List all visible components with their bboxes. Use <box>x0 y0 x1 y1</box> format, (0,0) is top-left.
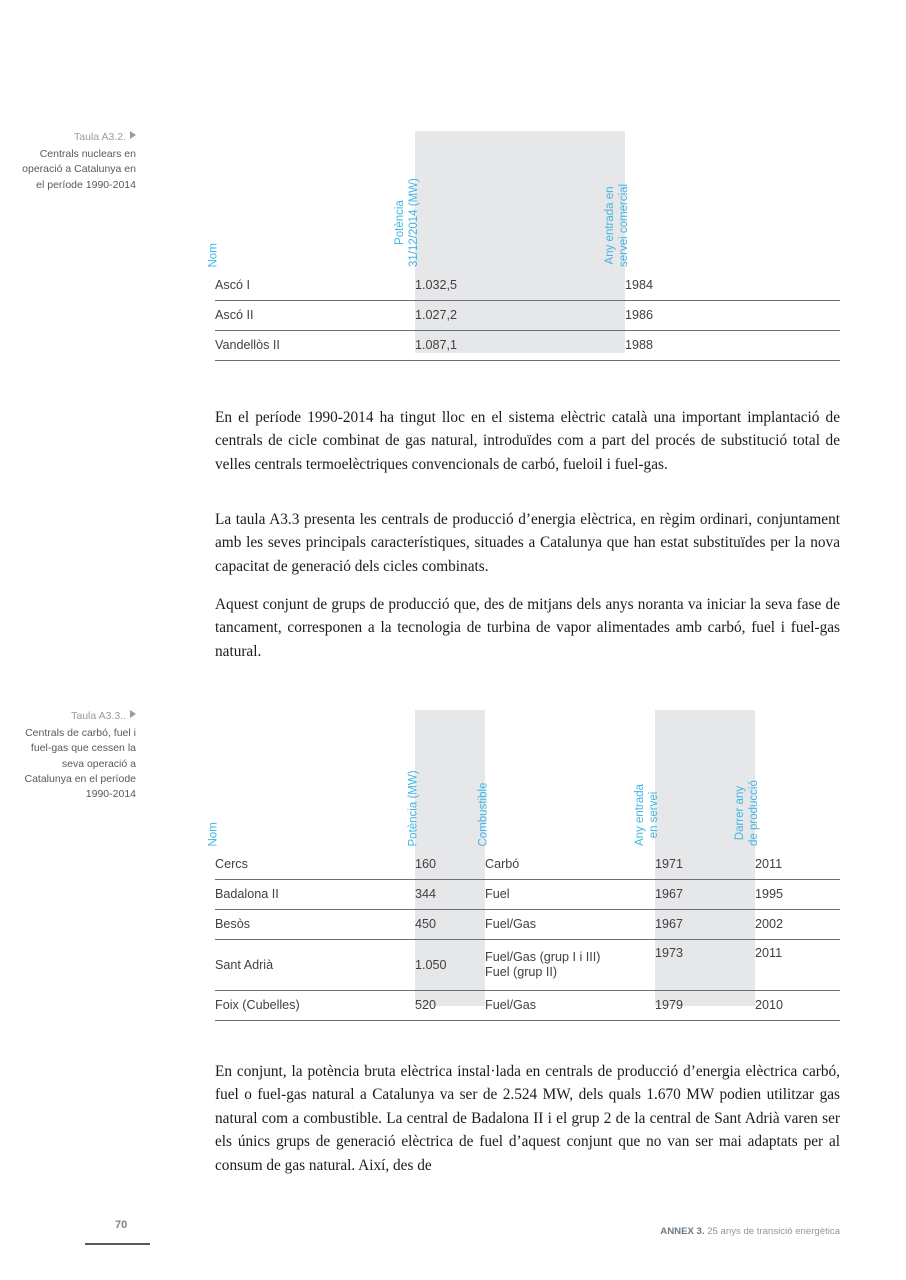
footer-caption <box>660 1226 840 1237</box>
table2-r4-combustible: Fuel/Gas <box>485 991 655 1021</box>
table1-header-potencia-label: Potència 31/12/2014 (MW) <box>394 178 420 267</box>
paragraph-4: En conjunt, la potència bruta elèctrica instal·lada en centrals de producció d’energia elèctrica carbó, fuel o fuel-gas natural a Catalunya va ser de 2.524 MW, dels quals 1.670 MW podien utilitzar gas natural com a combustible. La central de Badalona II i el grup 2 de la central de Sant Adrià varen ser els únics grups de generació elèctrica de fuel d’aquest conjunt que no van ser mai adaptats per al consum de gas natural. Així, des de <box>215 1063 840 1174</box>
page-number-rule <box>85 1243 150 1245</box>
table2-r1-potencia: 344 <box>415 880 485 910</box>
table1-header-row <box>215 131 840 271</box>
table2-header-darrer <box>734 710 840 850</box>
table2-r2-nom: Besòs <box>215 910 415 940</box>
table2-r3-combustible <box>485 940 655 991</box>
table2-r3-darrer: 2011 <box>755 940 840 991</box>
paragraph-2: La taula A3.3 presenta les centrals de producció d’energia elèctrica, en règim ordinari, conjuntament amb les seves principals característiques, situades a Catalunya que han estat substituïdes per la nova capacitat de generació dels cicles combinats. <box>215 511 840 575</box>
table2-header-combustible-label: Combustible <box>477 782 490 846</box>
table-row <box>215 940 840 991</box>
table2-r4-entrada: 1979 <box>655 991 755 1021</box>
table1-header-any <box>604 131 840 271</box>
table2-r0-darrer: 2011 <box>755 850 840 880</box>
table1-r0-nom: Ascó I <box>215 271 415 301</box>
table2-header-entrada-label: Any entrada en servei <box>634 783 660 846</box>
table-row <box>215 331 840 361</box>
table2-r1-darrer: 1995 <box>755 880 840 910</box>
table1-r2-any: 1988 <box>625 331 840 361</box>
table2-r3-nom: Sant Adrià <box>215 940 415 991</box>
table2-caption-text: Centrals de carbó, fuel i fuel-gas que cessen la seva operació a Catalunya en el període 1990-2014 <box>24 727 136 801</box>
table1-r1-any: 1986 <box>625 301 840 331</box>
table-a3-2 <box>207 131 840 361</box>
table1-caption-label: Taula A3.2. <box>14 130 136 145</box>
table1-r2-potencia: 1.087,1 <box>415 331 625 361</box>
table2-header-row <box>215 710 840 850</box>
table1-grid <box>207 131 840 361</box>
table1-r1-potencia: 1.027,2 <box>415 301 625 331</box>
table2-grid <box>207 710 840 1021</box>
table1-header-nom-label: Nom <box>207 242 220 267</box>
table2-r4-darrer: 2010 <box>755 991 840 1021</box>
triangle-right-icon <box>130 710 136 718</box>
paragraph-3: Aquest conjunt de grups de producció que, des de mitjans dels anys noranta va iniciar la seva fase de tancament, corresponen a la tecnologia de turbina de vapor alimentades amb carbó, fuel i fuel-gas natural. <box>215 596 840 660</box>
table-row <box>215 850 840 880</box>
page-number: 70 <box>115 1219 128 1231</box>
table2-caption-label: Taula A3.3.. <box>14 709 136 724</box>
paragraph-1: En el període 1990-2014 ha tingut lloc en el sistema elèctric català una important implantació de centrals de cicle combinat de gas natural, introduïdes com a part del procés de substitució total de velles centrals termoelèctriques convencionals de carbó, fueloil i fuel-gas. <box>215 409 840 473</box>
table2-r1-nom: Badalona II <box>215 880 415 910</box>
table2-r4-potencia: 520 <box>415 991 485 1021</box>
table2-r2-entrada: 1967 <box>655 910 755 940</box>
table-a3-3 <box>207 710 840 1021</box>
table2-r2-potencia: 450 <box>415 910 485 940</box>
triangle-right-icon <box>130 131 136 139</box>
table1-caption <box>14 130 136 193</box>
table2-r1-combustible: Fuel <box>485 880 655 910</box>
table1-header-nom <box>207 131 415 271</box>
table1-r0-potencia: 1.032,5 <box>415 271 625 301</box>
table2-header-potencia-label: Potència (MW) <box>407 769 420 846</box>
table2-r0-nom: Cercs <box>215 850 415 880</box>
table2-r0-entrada: 1971 <box>655 850 755 880</box>
table1-r1-nom: Ascó II <box>215 301 415 331</box>
table2-r3-combustible-line2: Fuel (grup II) <box>485 965 558 979</box>
table2-r1-entrada: 1967 <box>655 880 755 910</box>
table2-r2-darrer: 2002 <box>755 910 840 940</box>
table2-r3-combustible-line1: Fuel/Gas (grup I i III) <box>485 950 601 964</box>
table2-r0-potencia: 160 <box>415 850 485 880</box>
table-row <box>215 910 840 940</box>
table1-caption-text: Centrals nuclears en operació a Catalunya en el període 1990-2014 <box>22 148 136 191</box>
table1-r2-nom: Vandellòs II <box>215 331 415 361</box>
table1-header-potencia <box>394 131 625 271</box>
table1-r0-any: 1984 <box>625 271 840 301</box>
table2-r0-combustible: Carbó <box>485 850 655 880</box>
table2-caption <box>14 709 136 802</box>
table2-r2-combustible: Fuel/Gas <box>485 910 655 940</box>
footer-section-label: ANNEX 3. <box>660 1226 705 1237</box>
table1-header-any-label: Any entrada en servei comercial <box>604 183 630 267</box>
table2-r4-nom: Foix (Cubelles) <box>215 991 415 1021</box>
table2-header-nom-label: Nom <box>207 821 220 846</box>
table2-header-nom <box>207 710 415 850</box>
table-row <box>215 880 840 910</box>
footer-title-label: 25 anys de transició energètica <box>707 1226 840 1237</box>
table2-header-combustible <box>477 710 655 850</box>
table-row <box>215 991 840 1021</box>
table2-header-darrer-label: Darrer any de producció <box>734 780 760 846</box>
table2-r3-entrada: 1973 <box>655 940 755 991</box>
table-row <box>215 301 840 331</box>
table2-r3-potencia: 1.050 <box>415 940 485 991</box>
table-row <box>215 271 840 301</box>
table2-header-potencia <box>407 710 485 850</box>
